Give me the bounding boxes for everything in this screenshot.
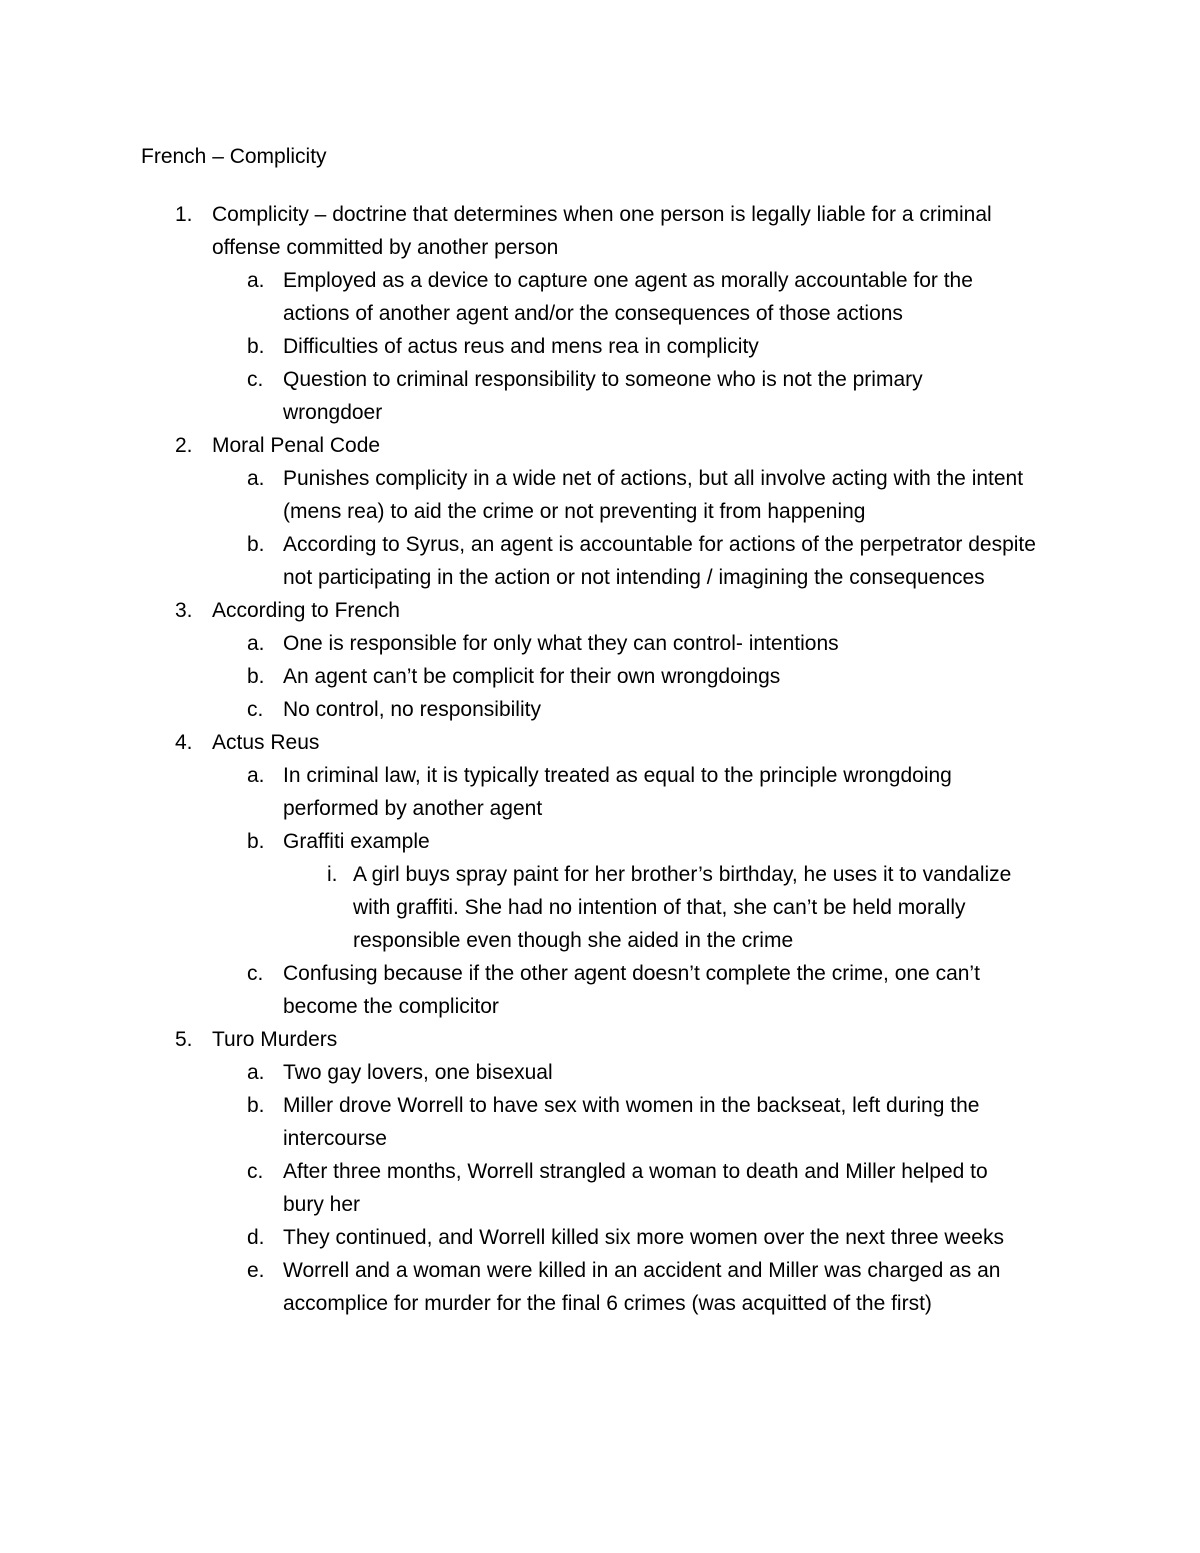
outline-line-level-1 — [0, 429, 1200, 462]
list-item-text: responsible even though she aided in the crime — [353, 929, 794, 952]
outline-line-level-2 — [0, 363, 1200, 396]
outline-list — [0, 198, 1200, 1320]
outline-line-level-2 — [0, 660, 1200, 693]
list-item-text: performed by another agent — [283, 797, 543, 820]
list-item-text: They continued, and Worrell killed six more women over the next three weeks — [283, 1226, 1004, 1249]
list-item-text: Difficulties of actus reus and mens rea in complicity — [283, 335, 759, 358]
list-item-text: become the complicitor — [283, 995, 499, 1018]
list-item-text: Question to criminal responsibility to someone who is not the primary — [283, 368, 923, 391]
outline-line-level-3 — [0, 891, 1200, 924]
list-marker: b. — [247, 1094, 265, 1117]
list-marker: a. — [247, 467, 265, 490]
list-marker: b. — [247, 665, 265, 688]
list-item-text: After three months, Worrell strangled a woman to death and Miller helped to — [283, 1160, 988, 1183]
list-item-text: No control, no responsibility — [283, 698, 541, 721]
list-item-text: with graffiti. She had no intention of that, she can’t be held morally — [353, 896, 966, 919]
outline-line-level-2 — [0, 1122, 1200, 1155]
list-marker: c. — [247, 698, 264, 721]
outline-line-level-2 — [0, 825, 1200, 858]
list-item-text: Employed as a device to capture one agent as morally accountable for the — [283, 269, 973, 292]
outline-line-level-2 — [0, 297, 1200, 330]
outline-line-level-2 — [0, 1188, 1200, 1221]
list-item-text: Punishes complicity in a wide net of actions, but all involve acting with the intent — [283, 467, 1024, 490]
outline-line-level-2 — [0, 495, 1200, 528]
list-item-text: According to French — [212, 599, 400, 622]
list-item-text: Two gay lovers, one bisexual — [283, 1061, 553, 1084]
list-item-text: According to Syrus, an agent is accountable for actions of the perpetrator despite — [283, 533, 1036, 556]
list-item-text: bury her — [283, 1193, 361, 1216]
list-marker: 5. — [175, 1028, 193, 1051]
outline-line-level-2 — [0, 462, 1200, 495]
outline-line-level-2 — [0, 396, 1200, 429]
outline-line-level-3 — [0, 924, 1200, 957]
list-item-text: Turo Murders — [212, 1028, 338, 1051]
list-marker: c. — [247, 962, 264, 985]
outline-line-level-2 — [0, 1155, 1200, 1188]
outline-line-level-2 — [0, 1221, 1200, 1254]
list-marker: a. — [247, 764, 265, 787]
outline-line-level-2 — [0, 1254, 1200, 1287]
list-marker: d. — [247, 1226, 265, 1249]
list-marker: 3. — [175, 599, 193, 622]
list-item-text: Miller drove Worrell to have sex with women in the backseat, left during the — [283, 1094, 980, 1117]
list-marker: a. — [247, 632, 265, 655]
list-marker: b. — [247, 830, 265, 853]
list-item-text: intercourse — [283, 1127, 387, 1150]
outline-line-level-2 — [0, 759, 1200, 792]
outline-line-level-2 — [0, 693, 1200, 726]
outline-line-level-1 — [0, 594, 1200, 627]
outline-line-level-2 — [0, 792, 1200, 825]
list-marker: 2. — [175, 434, 193, 457]
outline-line-level-2 — [0, 957, 1200, 990]
document-title: French – Complicity — [141, 145, 327, 168]
list-item-text: A girl buys spray paint for her brother’s birthday, he uses it to vandalize — [353, 863, 1012, 886]
list-item-text: An agent can’t be complicit for their own wrongdoings — [283, 665, 781, 688]
outline-line-level-3 — [0, 858, 1200, 891]
outline-line-level-2 — [0, 1287, 1200, 1320]
outline-line-level-2 — [0, 330, 1200, 363]
list-marker: a. — [247, 269, 265, 292]
list-item-text: accomplice for murder for the final 6 crimes (was acquitted of the first) — [283, 1292, 932, 1315]
outline-line-level-1 — [0, 198, 1200, 231]
list-marker: 4. — [175, 731, 193, 754]
list-marker: a. — [247, 1061, 265, 1084]
list-marker: b. — [247, 533, 265, 556]
outline-line-level-2 — [0, 1056, 1200, 1089]
list-item-text: actions of another agent and/or the consequences of those actions — [283, 302, 903, 325]
list-item-text: Moral Penal Code — [212, 434, 381, 457]
list-item-text: Complicity – doctrine that determines when one person is legally liable for a criminal — [212, 203, 992, 226]
list-marker: c. — [247, 368, 264, 391]
list-marker: e. — [247, 1259, 265, 1282]
list-item-text: Worrell and a woman were killed in an accident and Miller was charged as an — [283, 1259, 1001, 1282]
outline-line-level-1 — [0, 1023, 1200, 1056]
outline-line-level-2 — [0, 627, 1200, 660]
list-item-text: Graffiti example — [283, 830, 430, 853]
outline-line-level-2 — [0, 1089, 1200, 1122]
list-item-text: wrongdoer — [283, 401, 383, 424]
list-item-text: Actus Reus — [212, 731, 320, 754]
outline-line-level-2 — [0, 990, 1200, 1023]
outline-line-level-2 — [0, 264, 1200, 297]
list-marker: i. — [327, 863, 338, 886]
list-item-text: Confusing because if the other agent doesn’t complete the crime, one can’t — [283, 962, 980, 985]
list-marker: b. — [247, 335, 265, 358]
list-item-text: offense committed by another person — [212, 236, 559, 259]
outline-line-level-1 — [0, 726, 1200, 759]
list-item-text: (mens rea) to aid the crime or not preventing it from happening — [283, 500, 866, 523]
list-marker: 1. — [175, 203, 193, 226]
list-item-text: In criminal law, it is typically treated as equal to the principle wrongdoing — [283, 764, 952, 787]
outline-line-level-1 — [0, 231, 1200, 264]
outline-line-level-2 — [0, 561, 1200, 594]
outline-line-level-2 — [0, 528, 1200, 561]
list-marker: c. — [247, 1160, 264, 1183]
list-item-text: not participating in the action or not intending / imagining the consequences — [283, 566, 985, 589]
list-item-text: One is responsible for only what they can control- intentions — [283, 632, 839, 655]
